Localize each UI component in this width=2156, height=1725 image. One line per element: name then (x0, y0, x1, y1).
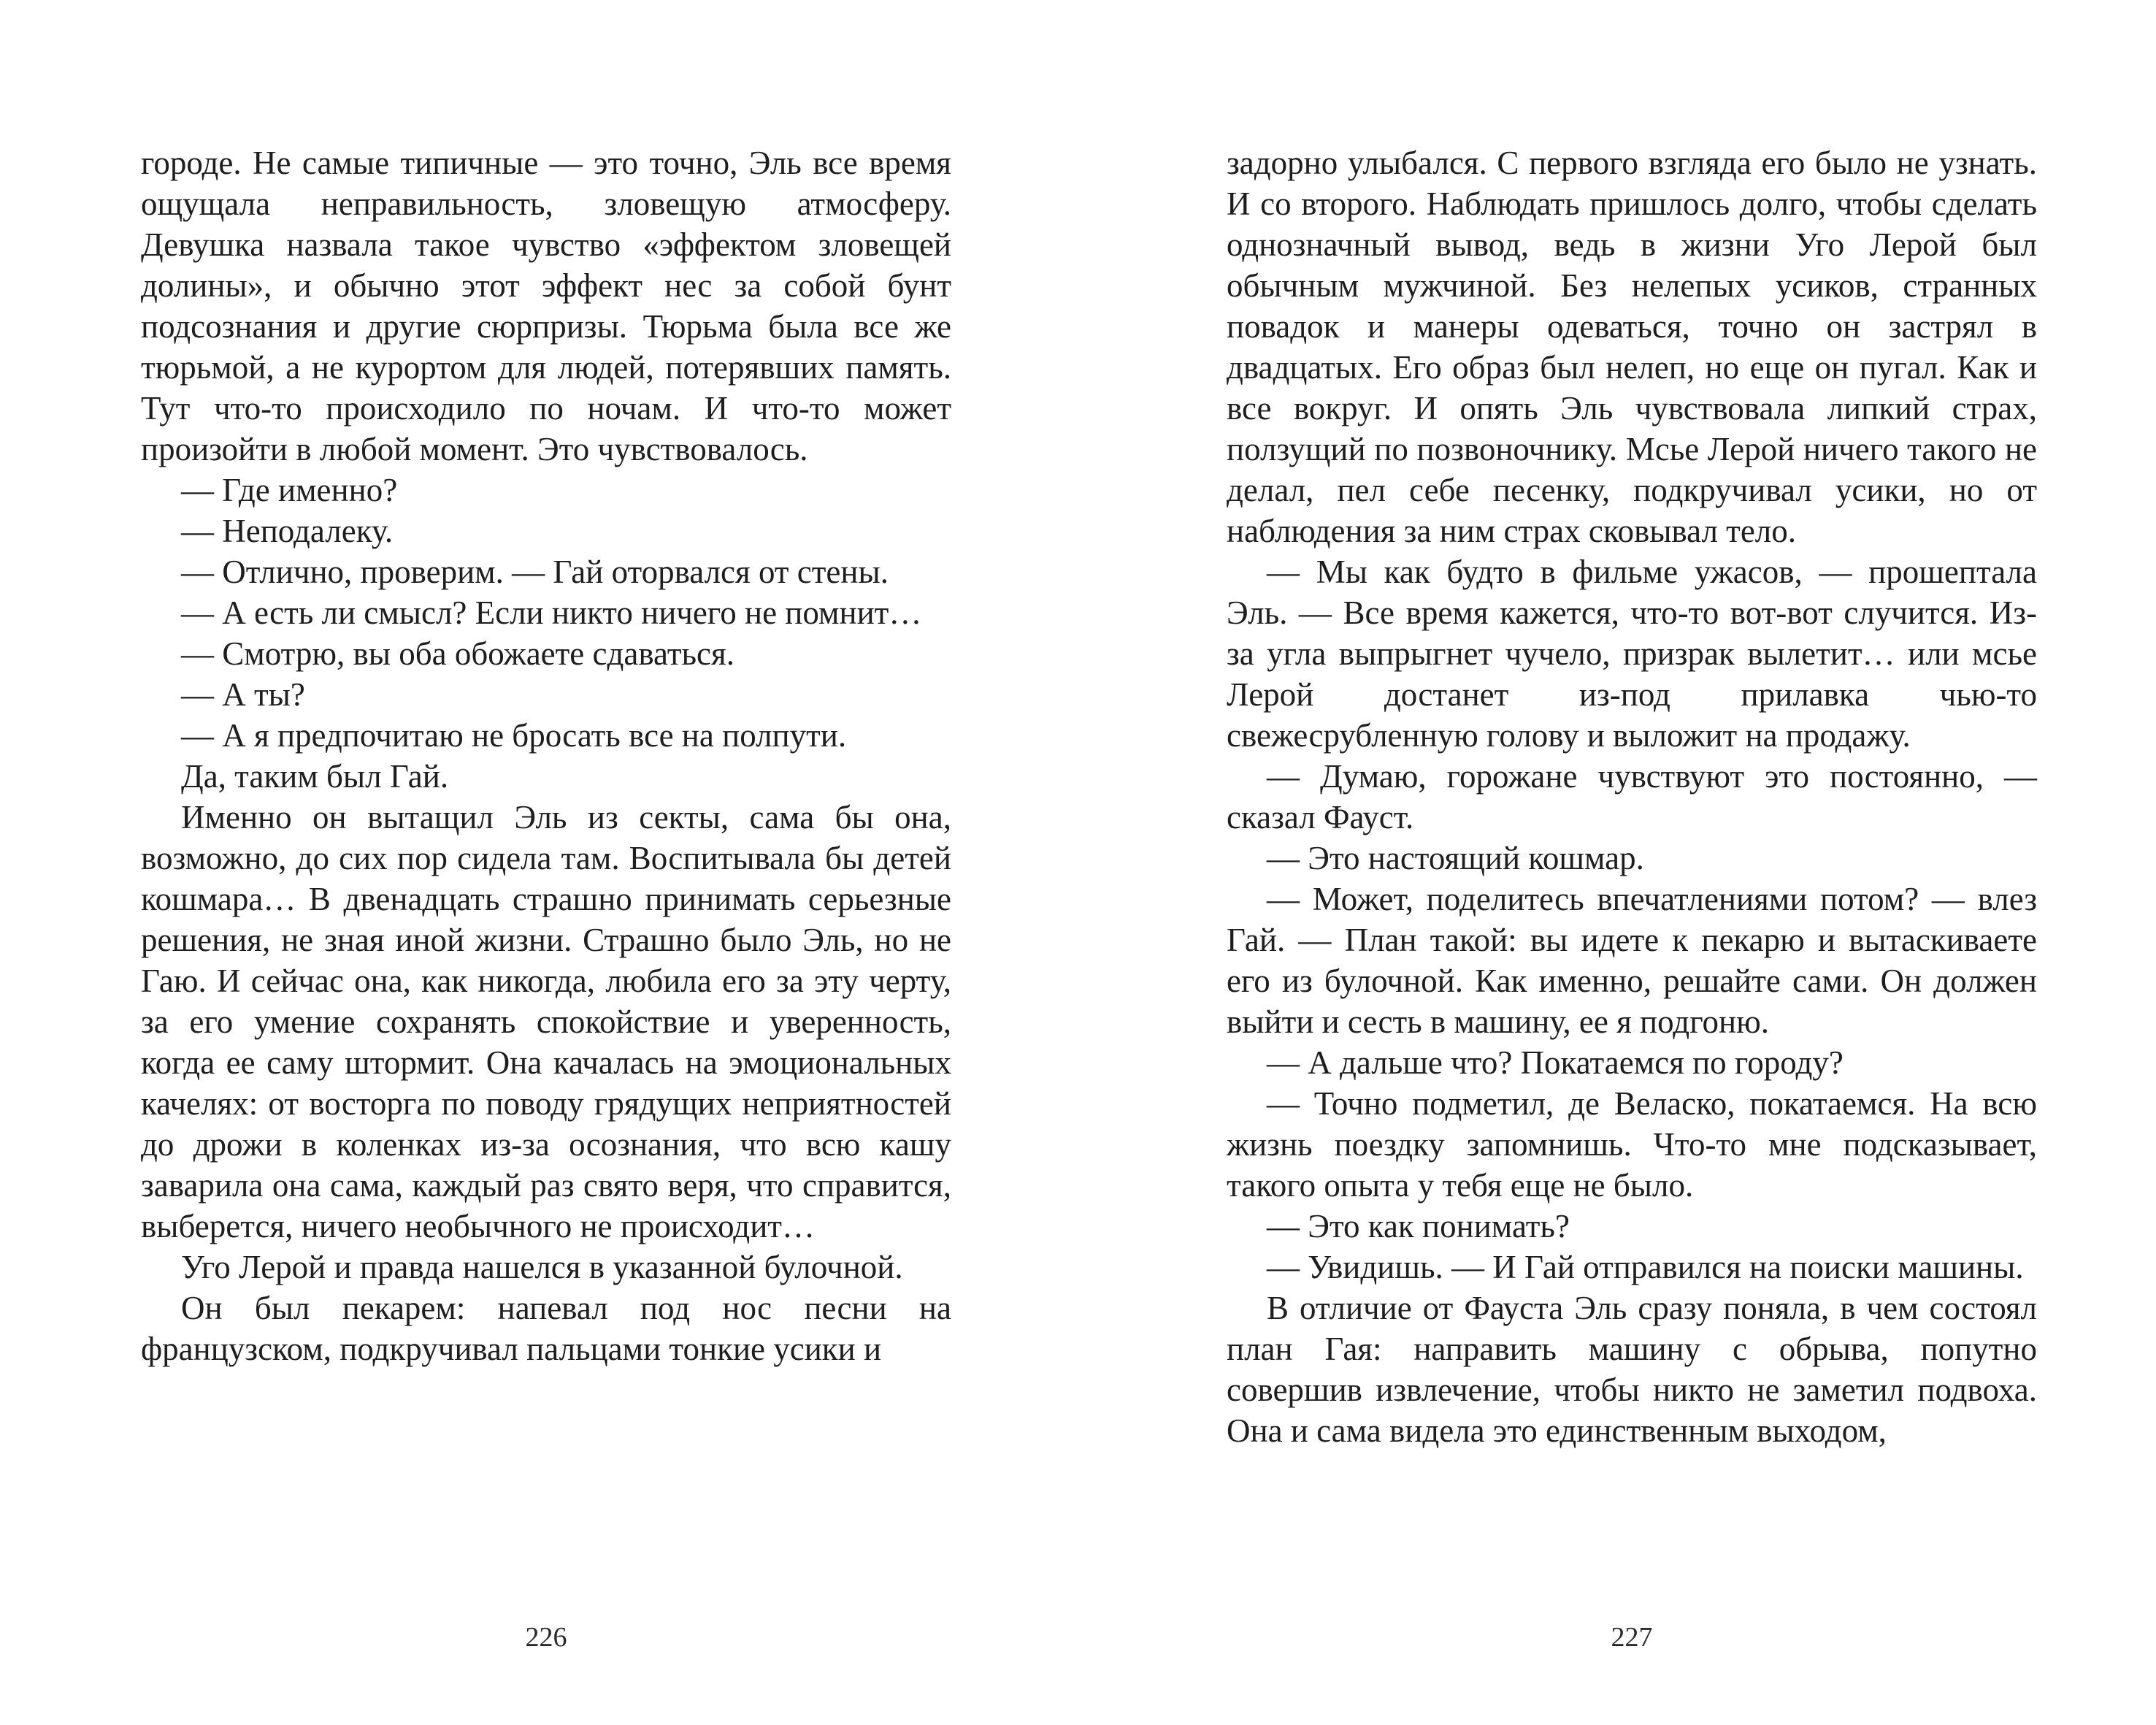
paragraph: — А дальше что? Покатаемся по городу? (1267, 1044, 1844, 1081)
paragraph: — Увидишь. — И Гай отправился на поиски машины. (1267, 1249, 2024, 1285)
paragraph: Уго Лерой и правда нашелся в указанной булочной. (181, 1249, 903, 1285)
paragraph: — Может, поделитесь впечатлениями потом? — влез Гай. — План такой: вы идете к пекарю и вытаскиваете его из булочной. Как именно, решайте сами. Он должен выйти и сесть в машину, ее я подгоню. (1227, 881, 2037, 1040)
paragraph: — А ты? (181, 676, 305, 713)
paragraph: — А есть ли смысл? Если никто ничего не помнит… (181, 594, 922, 631)
paragraph: — Отлично, проверим. — Гай оторвался от стены. (181, 554, 889, 590)
paragraph: — Мы как будто в фильме ужасов, — прошептала Эль. — Все время кажется, что-то вот-вот случится. Из-за угла выпрыгнет чучело, призрак вылетит… или мсье Лерой достанет из-под прилавка чью-то свежесрубленную голову и выложит на продажу. (1227, 554, 2037, 754)
paragraph: — Это настоящий кошмар. (1267, 840, 1644, 876)
paragraph: Да, таким был Гай. (181, 758, 449, 795)
paragraph: Именно он вытащил Эль из секты, сама бы она, возможно, до сих пор сидела там. Воспитывала бы детей кошмара… В двенадцать страшно принимать серьезные решения, не зная иной жизни. Страшно было Эль, но не Гаю. И сейчас она, как никогда, любила его за эту черту, за его умение сохранять спокойствие и уверенность, когда ее саму штормит. Она качалась на эмоциональных качелях: от восторга по поводу грядущих неприятностей до дрожи в коленках из-за осознания, что всю кашу заварила она сама, каждый раз свято веря, что справится, выберется, ничего необычного не происходит… (141, 799, 951, 1244)
left-page-text (141, 142, 951, 1369)
right-page-text (1227, 142, 2037, 1451)
paragraph: — Где именно? (181, 472, 398, 508)
page-number-left: 226 (525, 1622, 567, 1653)
page-number-right: 227 (1611, 1622, 1653, 1653)
right-page (1227, 142, 2037, 1451)
paragraph: задорно улыбался. С первого взгляда его было не узнать. И со второго. Наблюдать пришлось долго, чтобы сделать однозначный вывод, ведь в жизни Уго Лерой был обычным мужчиной. Без нелепых усиков, странных повадок и манеры одеваться, точно он застрял в двадцатых. Его образ был нелеп, но еще он пугал. Как и все вокруг. И опять Эль чувствовала липкий страх, ползущий по позвоночнику. Мсье Лерой ничего такого не делал, пел себе песенку, подкручивал усики, но от наблюдения за ним страх сковывал тело. (1227, 145, 2037, 549)
paragraph: — Думаю, горожане чувствуют это постоянно, — сказал Фауст. (1227, 758, 2037, 835)
paragraph: В отличие от Фауста Эль сразу поняла, в чем состоял план Гая: направить машину с обрыва, попутно совершив извлечение, чтобы никто не заметил подвоха. Она и сама видела это единственным выходом, (1227, 1290, 2037, 1449)
left-page (141, 142, 951, 1369)
paragraph: — Точно подметил, де Веласко, покатаемся. На всю жизнь поездку запомнишь. Что-то мне подсказывает, такого опыта у тебя еще не было. (1227, 1085, 2037, 1204)
paragraph: — А я предпочитаю не бросать все на полпути. (181, 717, 847, 754)
paragraph: городе. Не самые типичные — это точно, Эль все время ощущала неправильность, зловещую атмосферу. Девушка назвала такое чувство «эффектом зловещей долины», и обычно этот эффект нес за собой бунт подсознания и другие сюрпризы. Тюрьма была все же тюрьмой, а не курортом для людей, потерявших память. Тут что-то происходило по ночам. И что-то может произойти в любой момент. Это чувствовалось. (141, 145, 951, 467)
paragraph: — Это как понимать? (1267, 1208, 1570, 1244)
paragraph: Он был пекарем: напевал под нос песни на французском, подкручивал пальцами тонкие усики и (141, 1290, 951, 1367)
paragraph: — Смотрю, вы оба обожаете сдаваться. (181, 635, 734, 672)
paragraph: — Неподалеку. (181, 513, 394, 549)
